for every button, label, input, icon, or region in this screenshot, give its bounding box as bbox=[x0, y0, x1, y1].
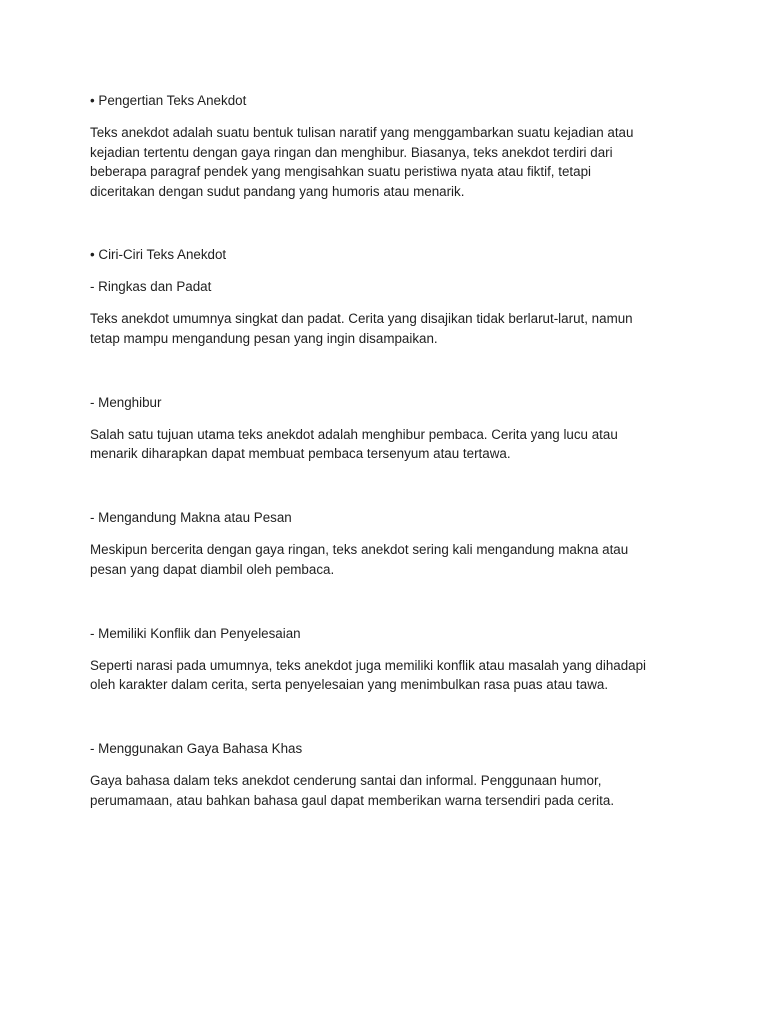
paragraph-line: pesan yang dapat diambil oleh pembaca. bbox=[90, 562, 335, 577]
paragraph-line: Seperti narasi pada umumnya, teks anekdot juga memiliki konflik atau masalah yang dihadapi bbox=[90, 658, 647, 673]
section-heading-ciri-ciri: • Ciri-Ciri Teks Anekdot bbox=[90, 247, 227, 262]
paragraph-line: tetap mampu mengandung pesan yang ingin disampaikan. bbox=[90, 331, 438, 346]
section-heading-pengertian: • Pengertian Teks Anekdot bbox=[90, 93, 247, 108]
subheading-makna: - Mengandung Makna atau Pesan bbox=[90, 510, 292, 525]
paragraph-line: Teks anekdot umumnya singkat dan padat. Cerita yang disajikan tidak berlarut-larut, namun bbox=[90, 311, 633, 326]
paragraph-line: perumamaan, atau bahkan bahasa gaul dapat memberikan warna tersendiri pada cerita. bbox=[90, 793, 615, 808]
paragraph-line: oleh karakter dalam cerita, serta penyelesaian yang menimbulkan rasa puas atau tawa. bbox=[90, 677, 609, 692]
subheading-konflik: - Memiliki Konflik dan Penyelesaian bbox=[90, 626, 301, 641]
subheading-menghibur: - Menghibur bbox=[90, 395, 162, 410]
subheading-ringkas: - Ringkas dan Padat bbox=[90, 279, 212, 294]
paragraph-line: Gaya bahasa dalam teks anekdot cenderung santai dan informal. Penggunaan humor, bbox=[90, 773, 602, 788]
paragraph-line: beberapa paragraf pendek yang mengisahkan suatu peristiwa nyata atau fiktif, tetapi bbox=[90, 164, 591, 179]
paragraph-line: menarik diharapkan dapat membuat pembaca tersenyum atau tertawa. bbox=[90, 446, 511, 461]
paragraph-line: diceritakan dengan sudut pandang yang humoris atau menarik. bbox=[90, 184, 465, 199]
paragraph-line: Salah satu tujuan utama teks anekdot adalah menghibur pembaca. Cerita yang lucu atau bbox=[90, 427, 618, 442]
paragraph-line: Meskipun bercerita dengan gaya ringan, teks anekdot sering kali mengandung makna atau bbox=[90, 542, 629, 557]
paragraph-line: kejadian tertentu dengan gaya ringan dan menghibur. Biasanya, teks anekdot terdiri dari bbox=[90, 145, 613, 160]
paragraph-line: Teks anekdot adalah suatu bentuk tulisan naratif yang menggambarkan suatu kejadian atau bbox=[90, 125, 634, 140]
subheading-gaya-bahasa: - Menggunakan Gaya Bahasa Khas bbox=[90, 741, 303, 756]
